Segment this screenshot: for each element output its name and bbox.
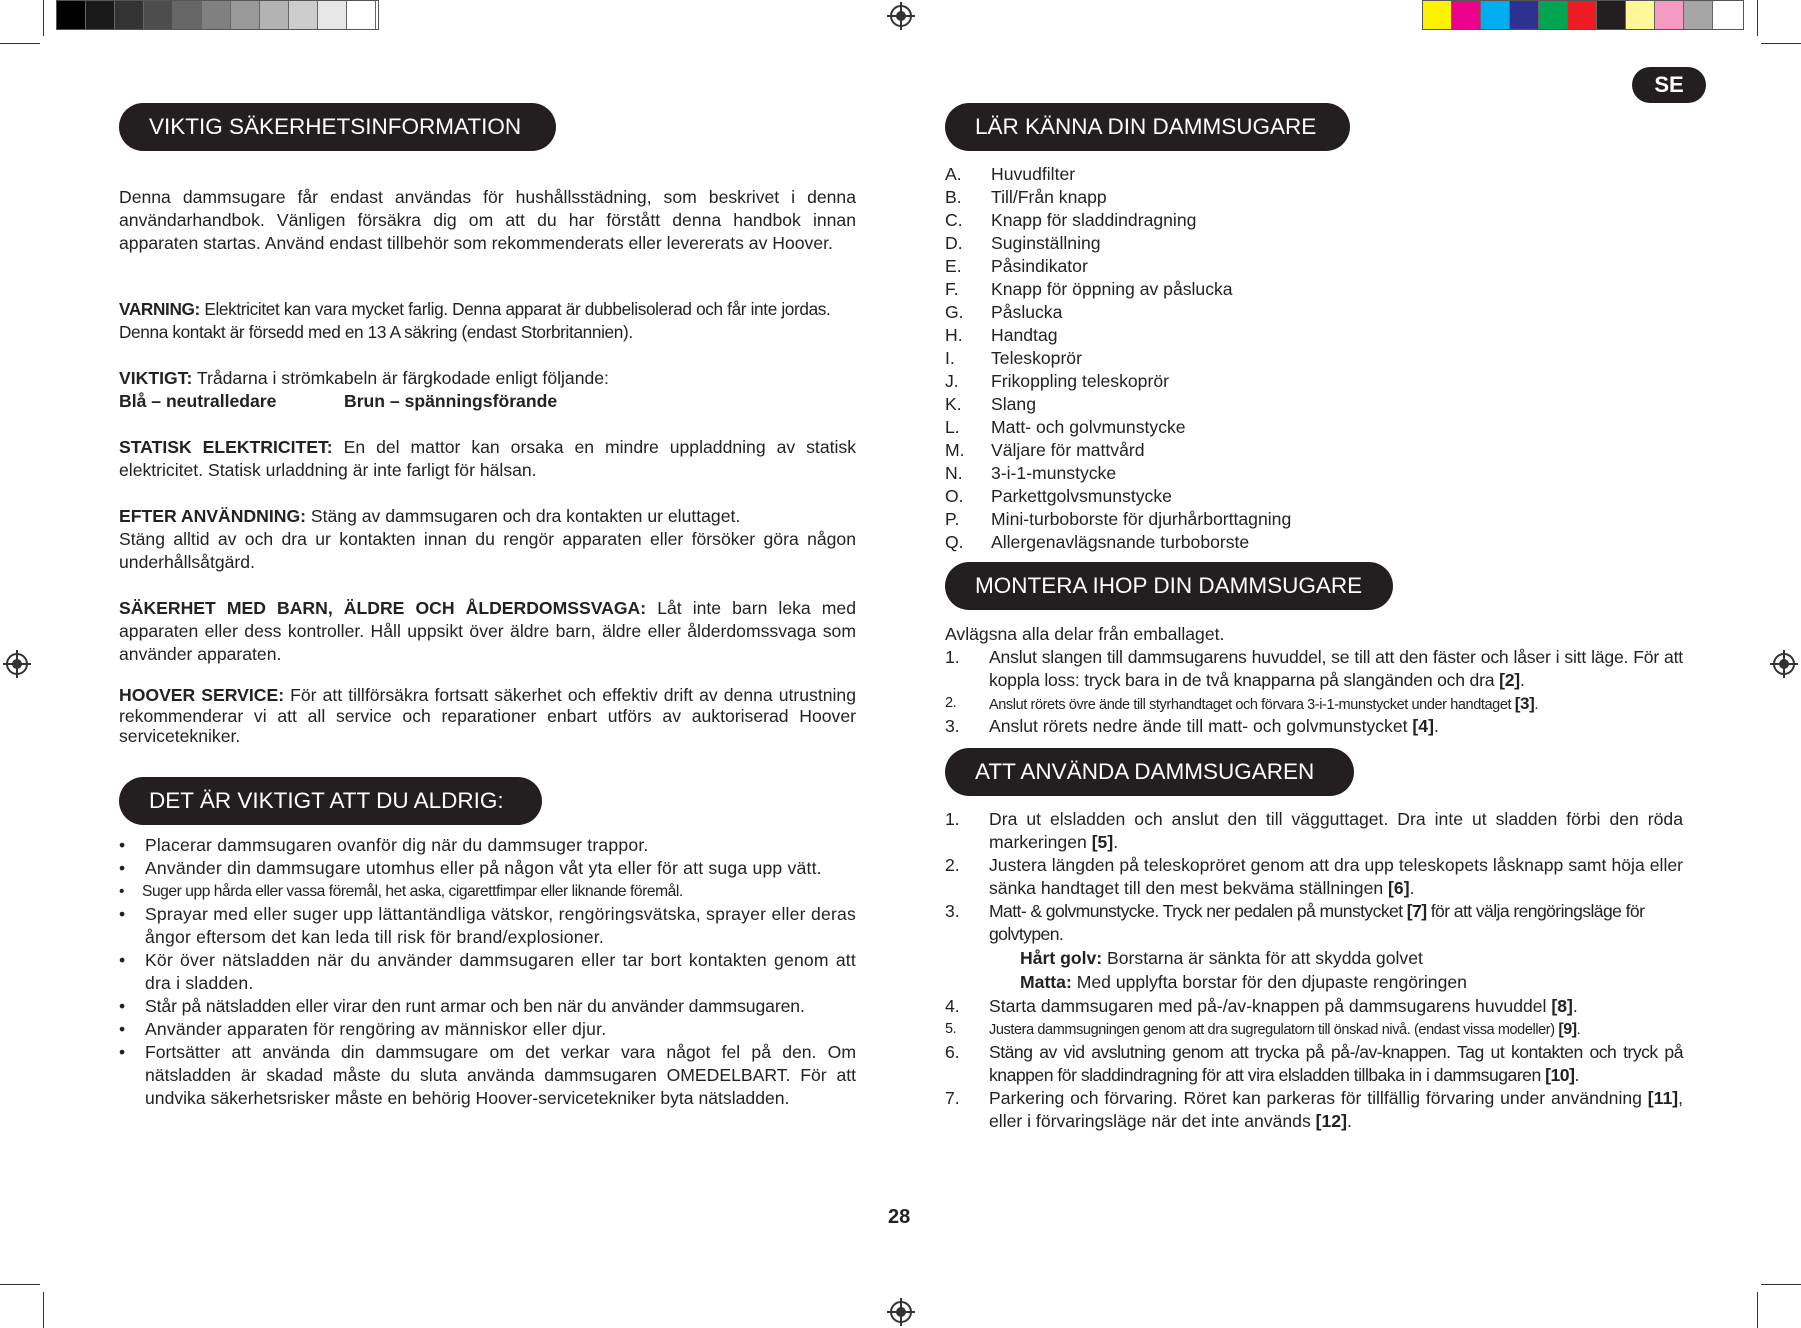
step-end: .: [1576, 1022, 1581, 1038]
step-text: Matt- & golvmunstycke. Tryck ner pedalen på munstycket: [989, 901, 1407, 921]
list-item: [945, 278, 1233, 301]
part-letter: J.: [945, 371, 959, 391]
step-number: 7.: [945, 1088, 960, 1108]
color-swatch: [1452, 1, 1481, 29]
service-paragraph: [119, 685, 856, 747]
part-label: Frikoppling teleskoprör: [991, 371, 1169, 391]
wire-blue: Blå – neutralledare: [119, 391, 277, 411]
step-text-wrap: [989, 854, 1683, 900]
service-text: För att tillförsäkra fortsatt säkerhet och effektiv drift av denna utrustning rekommenderar vi att all service och reparationer enbart utförs av auktoriserad Hoover servicetekniker.: [119, 685, 857, 746]
step-text: Starta dammsugaren med på-/av-knappen på dammsugarens huvuddel: [989, 996, 1552, 1016]
part-label: Suginställning: [991, 233, 1101, 253]
part-letter: Q.: [945, 532, 964, 552]
color-swatch: [115, 1, 144, 29]
children-paragraph: [119, 597, 856, 666]
figure-ref: [8]: [1551, 996, 1573, 1016]
crop-mark: [1757, 1292, 1758, 1328]
crop-mark: [43, 0, 44, 36]
part-letter: C.: [945, 210, 963, 230]
color-swatch: [1510, 1, 1539, 29]
step-text: Parkering och förvaring. Röret kan parkeras för tillfällig förvaring under användning: [989, 1088, 1648, 1108]
part-letter: B.: [945, 187, 962, 207]
step-end: .: [1409, 878, 1415, 898]
step-text-wrap: [989, 1041, 1683, 1087]
list-item: [945, 301, 1063, 324]
part-label: Handtag: [991, 325, 1058, 345]
assemble-header: MONTERA IHOP DIN DAMMSUGARE: [945, 562, 1393, 610]
part-label: Knapp för öppning av påslucka: [991, 279, 1233, 299]
crop-mark: [1757, 0, 1758, 36]
after-use-text-2: Stäng alltid av och dra ur kontakten innan du rengör apparaten eller försöker göra någon underhållsåtgärd.: [119, 529, 856, 572]
hard-floor-label: Hårt golv:: [1020, 948, 1103, 968]
step-number: 6.: [945, 1042, 960, 1062]
step-text-wrap: [989, 646, 1683, 692]
list-item: [945, 531, 1250, 554]
color-swatch: [57, 1, 86, 29]
color-swatch: [231, 1, 260, 29]
list-item: [945, 370, 1169, 393]
after-use-label: EFTER ANVÄNDNING:: [119, 506, 307, 526]
step-number: 1.: [945, 647, 960, 667]
step-text-wrap: [989, 808, 1683, 854]
crop-mark: [1761, 43, 1801, 44]
part-letter: H.: [945, 325, 963, 345]
static-label: STATISK ELEKTRICITET:: [119, 437, 333, 457]
step-number: 4.: [945, 996, 960, 1016]
color-swatch: [289, 1, 318, 29]
registration-mark-icon: [1773, 653, 1795, 675]
figure-ref: [12]: [1315, 1111, 1347, 1131]
step-text-wrap: [989, 692, 1683, 717]
registration-mark-icon: [6, 653, 28, 675]
color-swatch: [144, 1, 173, 29]
part-label: Teleskoprör: [991, 348, 1082, 368]
safety-info-header: VIKTIG SÄKERHETSINFORMATION: [119, 103, 556, 151]
figure-ref: [9]: [1558, 1021, 1577, 1038]
part-label: Påsindikator: [991, 256, 1088, 276]
static-paragraph: [119, 436, 856, 482]
important-paragraph: [119, 367, 856, 390]
color-swatch: [1568, 1, 1597, 29]
list-item: • Sprayar med eller suger upp lättantändliga vätskor, rengöringsvätska, sprayer eller deras ångor eftersom det kan leda till risk för brand/explosioner.: [119, 903, 856, 949]
carpet-text: Med upplyfta borstar för den djupaste rengöringen: [1071, 972, 1467, 992]
warning-text: Elektricitet kan vara mycket farlig. Denna apparat är dubbelisolerad och får inte jordas. Denna kontakt är försedd med en 13 A säkring (endast Storbritannien).: [119, 299, 831, 342]
color-swatch: [1597, 1, 1626, 29]
part-letter: I.: [945, 348, 955, 368]
part-label: Mini-turboborste för djurhårborttagning: [991, 509, 1292, 529]
figure-ref: [5]: [1091, 832, 1114, 852]
figure-ref: [7]: [1406, 901, 1427, 921]
step-text: Justera dammsugningen genom att dra sugregulatorn till önskad nivå. (endast vissa modeller): [989, 1022, 1559, 1038]
color-swatch: [318, 1, 347, 29]
part-label: Påslucka: [991, 302, 1063, 322]
step-end: .: [1433, 716, 1439, 736]
list-item: • Fortsätter att använda din dammsugare om det verkar vara något fel på den. Om nätsladden är skadad måste du sluta använda dammsugaren OMEDELBART. För att undvika säkerhetsrisker måste en behörig Hoover-servicetekniker byta nätsladden.: [119, 1041, 856, 1110]
part-label: Till/Från knapp: [991, 187, 1107, 207]
color-swatch: [260, 1, 289, 29]
list-item: [945, 416, 1186, 439]
step-mid: , eller i förvaringsläge när det inte används: [989, 1088, 1683, 1131]
list-item: [945, 324, 1058, 347]
step-text: Anslut rörets övre ände till styrhandtaget och förvara 3-i-1-munstycket under handtaget: [989, 697, 1515, 713]
hard-floor-text: Borstarna är sänkta för att skydda golvet: [1102, 948, 1423, 968]
list-item: [945, 439, 1145, 462]
hard-floor-line: [1020, 947, 1423, 970]
list-item: [945, 485, 1172, 508]
color-swatch: [1539, 1, 1568, 29]
list-item: • Står på nätsladden eller virar den runt armar och ben när du använder dammsugaren.: [119, 995, 856, 1018]
step-text: Justera längden på teleskopröret genom att dra upp teleskopets låsknapp samt höja eller sänka handtaget till den mest bekväma ställningen: [989, 855, 1683, 898]
list-item: • Placerar dammsugaren ovanför dig när du dammsuger trappor.: [119, 834, 856, 857]
part-letter: E.: [945, 256, 962, 276]
carpet-label: Matta:: [1020, 972, 1072, 992]
color-swatch: [1481, 1, 1510, 29]
figure-ref: [10]: [1545, 1065, 1575, 1085]
list-item: • Använder din dammsugare utomhus eller på någon våt yta eller för att suga upp vätt.: [119, 857, 856, 880]
part-label: Huvudfilter: [991, 164, 1076, 184]
part-label: Parkettgolvsmunstycke: [991, 486, 1172, 506]
never-list: [119, 834, 856, 1110]
color-swatch: [173, 1, 202, 29]
list-item: [945, 393, 1036, 416]
step-number: 3.: [945, 716, 960, 736]
step-text-wrap: [989, 1018, 1683, 1042]
registration-mark-icon: [890, 1301, 912, 1323]
list-item: • Suger upp hårda eller vassa föremål, het aska, cigarettfimpar eller liknande föremål.: [119, 880, 856, 903]
part-letter: N.: [945, 463, 963, 483]
step-text: Anslut rörets nedre ände till matt- och golvmunstycket: [989, 716, 1413, 736]
list-item: • Kör över nätsladden när du använder dammsugaren eller tar bort kontakten genom att dra i sladden.: [119, 949, 856, 995]
part-letter: P.: [945, 509, 960, 529]
color-swatch: [202, 1, 231, 29]
crop-mark: [1761, 1284, 1801, 1285]
service-label: HOOVER SERVICE:: [119, 685, 285, 705]
list-item: [945, 462, 1117, 485]
parts-header: LÄR KÄNNA DIN DAMMSUGARE: [945, 103, 1350, 151]
part-label: Väljare för mattvård: [991, 440, 1145, 460]
wire-brown: Brun – spänningsförande: [344, 391, 558, 411]
crop-mark: [0, 43, 40, 44]
list-item: [945, 255, 1088, 278]
step-text: Stäng av vid avslutning genom att trycka på på-/av-knappen. Tag ut kontakten och tryck på knappen för sladdindragning för att vira elsladden tillbaka in i dammsugaren: [989, 1042, 1683, 1085]
step-end: .: [1113, 832, 1119, 852]
figure-ref: [11]: [1647, 1088, 1679, 1108]
step-text-wrap: [989, 1087, 1683, 1133]
color-swatch: [1626, 1, 1655, 29]
use-header: ATT ANVÄNDA DAMMSUGAREN: [945, 748, 1354, 796]
step-number: 2.: [945, 695, 957, 711]
part-label: Allergenavlägsnande turboborste: [991, 532, 1250, 552]
step-end: .: [1534, 697, 1538, 713]
figure-ref: [4]: [1412, 716, 1434, 736]
carpet-line: [1020, 971, 1467, 994]
step-number: 5.: [945, 1021, 957, 1037]
figure-ref: [6]: [1388, 878, 1410, 898]
color-swatch: [86, 1, 115, 29]
important-label: VIKTIGT:: [119, 368, 193, 388]
gray-color-bar: [56, 0, 379, 30]
crop-mark: [43, 1292, 44, 1328]
step-end: .: [1346, 1111, 1352, 1131]
list-item: [945, 347, 1082, 370]
list-item: • Använder apparaten för rengöring av människor eller djur.: [119, 1018, 856, 1041]
page-number: 28: [888, 1206, 911, 1228]
list-item: [945, 163, 1076, 186]
part-letter: F.: [945, 279, 959, 299]
after-use-text: Stäng av dammsugaren och dra kontakten ur eluttaget.: [306, 506, 741, 526]
color-swatch: [1684, 1, 1713, 29]
figure-ref: [3]: [1514, 694, 1535, 713]
part-letter: K.: [945, 394, 962, 414]
part-label: 3-i-1-munstycke: [991, 463, 1117, 483]
part-label: Slang: [991, 394, 1036, 414]
after-use-paragraph: [119, 505, 856, 574]
step-end: för att välja rengöringsläge för golvtypen.: [989, 901, 1645, 944]
list-item: [945, 209, 1197, 232]
step-text-wrap: [989, 995, 1683, 1018]
part-letter: O.: [945, 486, 964, 506]
part-label: Knapp för sladdindragning: [991, 210, 1197, 230]
step-end: .: [1572, 996, 1578, 1016]
part-letter: G.: [945, 302, 964, 322]
never-header: DET ÄR VIKTIGT ATT DU ALDRIG:: [119, 777, 542, 825]
list-item: [945, 186, 1107, 209]
color-swatch: [1655, 1, 1684, 29]
step-text-wrap: [989, 900, 1683, 946]
process-color-bar: [1422, 0, 1744, 30]
part-letter: L.: [945, 417, 960, 437]
step-end: .: [1519, 670, 1525, 690]
step-end: .: [1574, 1065, 1579, 1085]
part-letter: D.: [945, 233, 963, 253]
language-badge: SE: [1632, 67, 1706, 103]
step-text: Anslut slangen till dammsugarens huvuddel, se till att den fäster och låser i sitt läge. För att koppla loss: tryck bara in de två knapparna på slangänden och dra: [989, 647, 1683, 690]
part-letter: M.: [945, 440, 965, 460]
step-number: 3.: [945, 901, 960, 921]
step-number: 1.: [945, 809, 960, 829]
intro-paragraph: Denna dammsugare får endast användas för hushållsstädning, som beskrivet i denna användarhandbok. Vänligen försäkra dig om att du har förstått denna handbok innan apparaten startas. Använd endast tillbehör som rekommenderats eller levererats av Hoover.: [119, 187, 856, 253]
crop-mark: [0, 1284, 40, 1285]
children-label: SÄKERHET MED BARN, ÄLDRE OCH ÅLDERDOMSSVAGA:: [119, 598, 647, 618]
color-swatch: [1423, 1, 1452, 29]
list-item: [945, 232, 1101, 255]
children-text: Låt inte barn leka med apparaten eller dess kontroller. Håll uppsikt över äldre barn, äldre eller ålderdomssvaga som använder apparaten.: [119, 598, 857, 664]
static-text: En del mattor kan orsaka en mindre uppladdning av statisk elektricitet. Statisk urladdning är inte farligt för hälsan.: [119, 437, 856, 480]
step-number: 2.: [945, 855, 960, 875]
part-letter: A.: [945, 164, 962, 184]
figure-ref: [2]: [1499, 670, 1520, 690]
registration-mark-icon: [890, 5, 912, 27]
color-swatch: [347, 1, 376, 29]
important-text: Trådarna i strömkabeln är färgkodade enligt följande:: [192, 368, 609, 388]
warning-paragraph: [119, 298, 856, 344]
step-text: Dra ut elsladden och anslut den till vägguttaget. Dra inte ut sladden förbi den röda markeringen: [989, 809, 1683, 852]
assemble-intro: Avlägsna alla delar från emballaget.: [945, 624, 1225, 644]
warning-label: VARNING:: [119, 299, 200, 319]
step-text-wrap: [989, 715, 1683, 738]
list-item: [945, 508, 1292, 531]
part-label: Matt- och golvmunstycke: [991, 417, 1186, 437]
